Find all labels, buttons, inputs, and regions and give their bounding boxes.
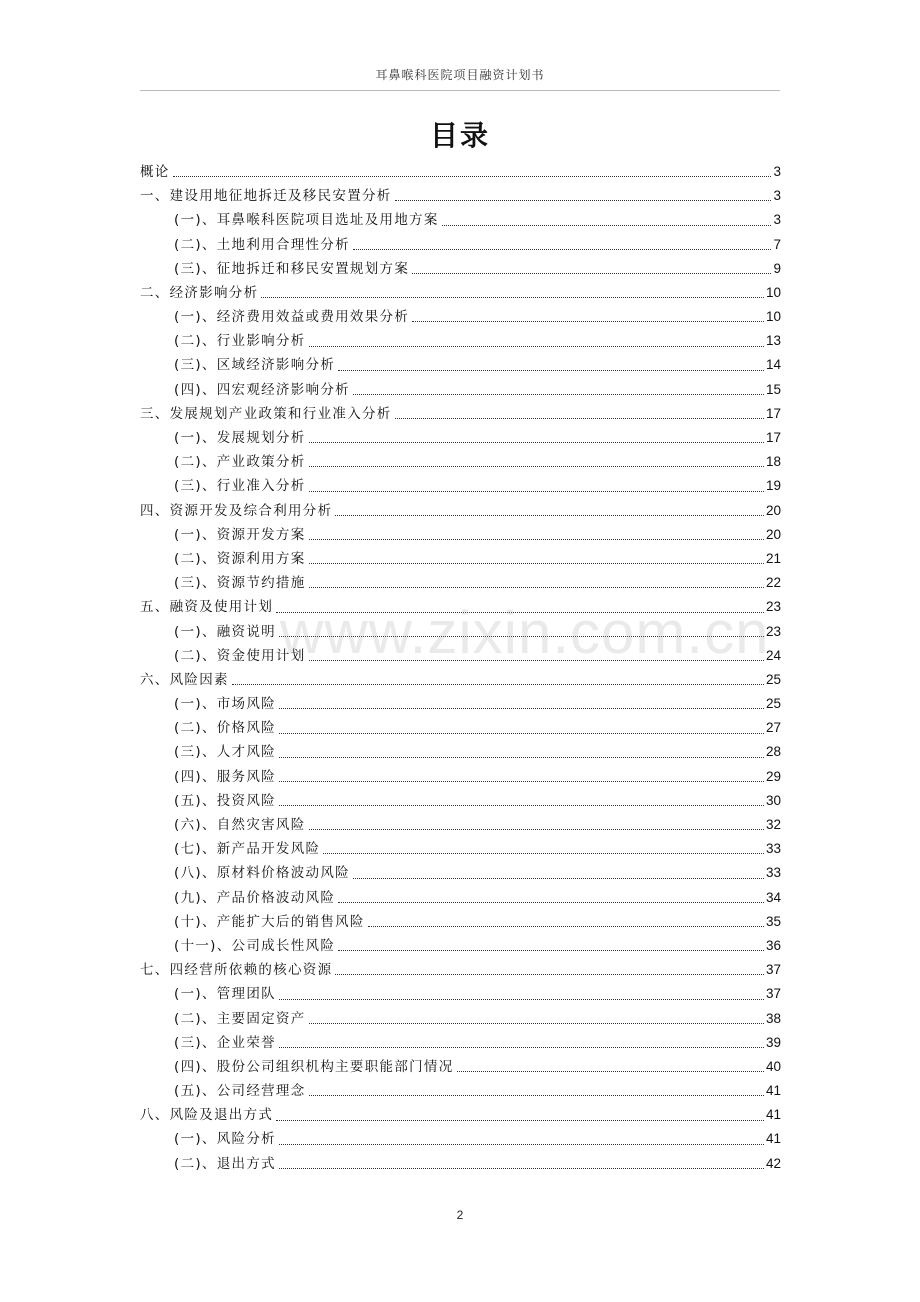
- toc-entry-page[interactable]: 23: [765, 599, 781, 615]
- toc-entry-page[interactable]: 3: [773, 163, 781, 179]
- toc-dot-leader: [276, 1120, 764, 1121]
- toc-dot-leader: [279, 708, 764, 709]
- toc-entry-label[interactable]: (三)、区域经济影响分析: [174, 357, 336, 374]
- toc-entry-page[interactable]: 17: [765, 430, 781, 446]
- toc-dot-leader: [261, 297, 764, 298]
- toc-dot-leader: [338, 902, 764, 903]
- toc-dot-leader: [279, 1144, 764, 1145]
- toc-dot-leader: [232, 684, 764, 685]
- toc-entry-page[interactable]: 24: [765, 647, 781, 663]
- toc-entry-label[interactable]: (二)、价格风险: [174, 720, 276, 737]
- toc-entry[interactable]: [140, 1103, 781, 1127]
- toc-entry-page[interactable]: 25: [765, 696, 781, 712]
- page-title: 目录: [429, 119, 490, 152]
- toc-entry-page[interactable]: 37: [765, 962, 781, 978]
- toc-dot-leader: [279, 999, 764, 1000]
- toc-dot-leader: [335, 515, 764, 516]
- toc-dot-leader: [309, 563, 764, 564]
- running-header: 耳鼻喉科医院项目融资计划书: [375, 68, 545, 82]
- page-number: 2: [456, 1208, 464, 1222]
- toc-entry-label[interactable]: (一)、市场风险: [174, 696, 276, 713]
- toc-entry[interactable]: [140, 1007, 781, 1031]
- toc-dot-leader: [442, 225, 772, 226]
- toc-entry[interactable]: [140, 644, 781, 668]
- toc-entry-page[interactable]: 27: [765, 720, 781, 736]
- toc-entry-label[interactable]: 四、资源开发及综合利用分析: [140, 502, 333, 519]
- toc-entry-page[interactable]: 9: [773, 260, 781, 276]
- toc-entry[interactable]: [140, 257, 781, 281]
- toc-entry-page[interactable]: 10: [765, 284, 781, 300]
- toc-entry[interactable]: [140, 741, 781, 765]
- toc-entry-page[interactable]: 17: [765, 405, 781, 421]
- toc-dot-leader: [279, 781, 764, 782]
- toc-entry[interactable]: [140, 354, 781, 378]
- toc-entry-page[interactable]: 33: [765, 865, 781, 881]
- toc-entry[interactable]: [140, 958, 781, 982]
- toc-entry-page[interactable]: 36: [765, 937, 781, 953]
- toc-entry[interactable]: [140, 692, 781, 716]
- toc-dot-leader: [309, 466, 764, 467]
- toc-entry-page[interactable]: 25: [765, 671, 781, 687]
- toc-entry-page[interactable]: 10: [765, 309, 781, 325]
- toc-entry[interactable]: [140, 523, 781, 547]
- toc-entry-label[interactable]: (三)、人才风险: [174, 744, 276, 761]
- toc-dot-leader: [353, 878, 764, 879]
- toc-entry-page[interactable]: 7: [773, 236, 781, 252]
- toc-dot-leader: [412, 321, 764, 322]
- toc-entry-page[interactable]: 41: [765, 1131, 781, 1147]
- table-of-contents: [140, 160, 781, 1176]
- toc-entry[interactable]: [140, 426, 781, 450]
- toc-entry[interactable]: [140, 450, 781, 474]
- toc-entry-page[interactable]: 42: [765, 1155, 781, 1171]
- toc-entry-label[interactable]: (一)、耳鼻喉科医院项目选址及用地方案: [174, 212, 439, 229]
- toc-entry-page[interactable]: 37: [765, 986, 781, 1002]
- toc-entry[interactable]: [140, 595, 781, 619]
- toc-entry[interactable]: [140, 934, 781, 958]
- toc-entry[interactable]: [140, 329, 781, 353]
- toc-entry-page[interactable]: 3: [773, 212, 781, 228]
- toc-entry[interactable]: [140, 1128, 781, 1152]
- toc-entry-page[interactable]: 40: [765, 1058, 781, 1074]
- toc-entry-label[interactable]: (十)、产能扩大后的销售风险: [174, 913, 365, 930]
- toc-entry[interactable]: [140, 1031, 781, 1055]
- toc-entry-label[interactable]: (一)、融资说明: [174, 623, 276, 640]
- toc-entry[interactable]: [140, 474, 781, 498]
- toc-entry-label[interactable]: (一)、发展规划分析: [174, 430, 306, 447]
- toc-entry-page[interactable]: 22: [765, 575, 781, 591]
- toc-dot-leader: [395, 418, 764, 419]
- toc-entry-label[interactable]: (四)、四宏观经济影响分析: [174, 381, 350, 398]
- toc-entry-label[interactable]: 六、风险因素: [140, 671, 229, 688]
- toc-entry-page[interactable]: 13: [765, 333, 781, 349]
- toc-entry-label[interactable]: (三)、资源节约措施: [174, 575, 306, 592]
- toc-entry-label[interactable]: (二)、产业政策分析: [174, 454, 306, 471]
- toc-dot-leader: [309, 1023, 764, 1024]
- toc-entry[interactable]: [140, 668, 781, 692]
- toc-dot-leader: [279, 757, 764, 758]
- toc-entry[interactable]: [140, 1152, 781, 1176]
- toc-entry-label[interactable]: (三)、企业荣誉: [174, 1034, 276, 1051]
- toc-entry-label[interactable]: 一、建设用地征地拆迁及移民安置分析: [140, 188, 392, 205]
- toc-dot-leader: [457, 1071, 764, 1072]
- toc-dot-leader: [309, 1095, 764, 1096]
- toc-dot-leader: [279, 733, 764, 734]
- toc-entry-page[interactable]: 39: [765, 1034, 781, 1050]
- toc-dot-leader: [309, 346, 764, 347]
- toc-entry-label[interactable]: (八)、原材料价格波动风险: [174, 865, 350, 882]
- toc-entry-page[interactable]: 41: [765, 1107, 781, 1123]
- toc-entry-label[interactable]: (五)、公司经营理念: [174, 1083, 306, 1100]
- toc-dot-leader: [279, 636, 764, 637]
- toc-entry-label[interactable]: (一)、风险分析: [174, 1131, 276, 1148]
- toc-entry-label[interactable]: (七)、新产品开发风险: [174, 841, 321, 858]
- toc-entry-page[interactable]: 41: [765, 1083, 781, 1099]
- toc-entry-page[interactable]: 33: [765, 841, 781, 857]
- toc-entry[interactable]: [140, 1055, 781, 1079]
- toc-entry[interactable]: [140, 160, 781, 184]
- watermark: www.zixin.com.cn: [280, 599, 770, 666]
- toc-entry[interactable]: [140, 281, 781, 305]
- toc-entry-page[interactable]: 23: [765, 623, 781, 639]
- toc-entry[interactable]: [140, 184, 781, 208]
- toc-entry[interactable]: [140, 837, 781, 861]
- toc-dot-leader: [368, 926, 764, 927]
- toc-entry[interactable]: [140, 1079, 781, 1103]
- toc-entry-page[interactable]: 35: [765, 913, 781, 929]
- toc-dot-leader: [173, 176, 772, 177]
- toc-dot-leader: [309, 442, 764, 443]
- toc-entry-label[interactable]: 概论: [140, 163, 170, 180]
- toc-entry-label[interactable]: (四)、服务风险: [174, 768, 276, 785]
- toc-dot-leader: [309, 587, 764, 588]
- toc-entry-label[interactable]: (一)、管理团队: [174, 986, 276, 1003]
- toc-dot-leader: [338, 370, 764, 371]
- toc-entry-page[interactable]: 18: [765, 454, 781, 470]
- toc-entry[interactable]: [140, 233, 781, 257]
- toc-entry-page[interactable]: 20: [765, 502, 781, 518]
- toc-dot-leader: [279, 1168, 764, 1169]
- toc-dot-leader: [412, 273, 771, 274]
- header-divider: [140, 90, 780, 91]
- toc-dot-leader: [353, 249, 772, 250]
- toc-entry[interactable]: [140, 789, 781, 813]
- toc-entry-label[interactable]: (五)、投资风险: [174, 792, 276, 809]
- toc-entry-page[interactable]: 38: [765, 1010, 781, 1026]
- toc-entry-page[interactable]: 29: [765, 768, 781, 784]
- toc-entry[interactable]: [140, 208, 781, 232]
- toc-entry-page[interactable]: 30: [765, 792, 781, 808]
- toc-entry-label[interactable]: (三)、行业准入分析: [174, 478, 306, 495]
- toc-dot-leader: [276, 612, 764, 613]
- toc-entry[interactable]: [140, 499, 781, 523]
- toc-entry-label[interactable]: (二)、资源利用方案: [174, 550, 306, 567]
- toc-entry[interactable]: [140, 571, 781, 595]
- toc-entry[interactable]: [140, 378, 781, 402]
- toc-entry-page[interactable]: 19: [765, 478, 781, 494]
- toc-entry-label[interactable]: (四)、股份公司组织机构主要职能部门情况: [174, 1058, 454, 1075]
- toc-entry[interactable]: [140, 910, 781, 934]
- toc-dot-leader: [335, 974, 764, 975]
- toc-entry[interactable]: [140, 305, 781, 329]
- toc-dot-leader: [309, 491, 764, 492]
- toc-entry-label[interactable]: 七、四经营所依赖的核心资源: [140, 962, 333, 979]
- toc-dot-leader: [279, 1047, 764, 1048]
- toc-entry-page[interactable]: 15: [765, 381, 781, 397]
- toc-entry[interactable]: [140, 402, 781, 426]
- toc-entry-page[interactable]: 21: [765, 550, 781, 566]
- toc-entry[interactable]: [140, 886, 781, 910]
- toc-dot-leader: [395, 200, 772, 201]
- toc-entry-label[interactable]: 三、发展规划产业政策和行业准入分析: [140, 405, 392, 422]
- toc-entry-label[interactable]: (二)、行业影响分析: [174, 333, 306, 350]
- toc-entry-label[interactable]: (二)、资金使用计划: [174, 647, 306, 664]
- toc-entry-label[interactable]: (二)、主要固定资产: [174, 1010, 306, 1027]
- toc-entry-label[interactable]: (二)、退出方式: [174, 1155, 276, 1172]
- toc-dot-leader: [353, 394, 764, 395]
- toc-entry-label[interactable]: (十一)、公司成长性风险: [174, 937, 336, 954]
- toc-entry-label[interactable]: 八、风险及退出方式: [140, 1107, 274, 1124]
- toc-entry-label[interactable]: (一)、资源开发方案: [174, 526, 306, 543]
- toc-entry[interactable]: [140, 765, 781, 789]
- toc-dot-leader: [338, 950, 764, 951]
- toc-entry-label[interactable]: 二、经济影响分析: [140, 284, 259, 301]
- toc-entry[interactable]: [140, 716, 781, 740]
- toc-entry-label[interactable]: (一)、经济费用效益或费用效果分析: [174, 309, 410, 326]
- toc-entry-label[interactable]: (六)、自然灾害风险: [174, 817, 306, 834]
- toc-dot-leader: [323, 853, 764, 854]
- toc-entry-page[interactable]: 32: [765, 817, 781, 833]
- toc-entry[interactable]: [140, 982, 781, 1006]
- toc-entry-label[interactable]: (九)、产品价格波动风险: [174, 889, 336, 906]
- toc-entry-page[interactable]: 3: [773, 188, 781, 204]
- toc-dot-leader: [309, 829, 764, 830]
- toc-entry-label[interactable]: 五、融资及使用计划: [140, 599, 274, 616]
- toc-entry-page[interactable]: 20: [765, 526, 781, 542]
- toc-entry[interactable]: [140, 620, 781, 644]
- toc-entry-label[interactable]: (二)、土地利用合理性分析: [174, 236, 350, 253]
- toc-entry-label[interactable]: (三)、征地拆迁和移民安置规划方案: [174, 260, 410, 277]
- toc-entry-page[interactable]: 28: [765, 744, 781, 760]
- toc-entry[interactable]: [140, 813, 781, 837]
- toc-dot-leader: [309, 660, 764, 661]
- toc-entry-page[interactable]: 34: [765, 889, 781, 905]
- toc-entry-page[interactable]: 14: [765, 357, 781, 373]
- toc-entry[interactable]: [140, 547, 781, 571]
- toc-dot-leader: [309, 539, 764, 540]
- toc-dot-leader: [279, 805, 764, 806]
- toc-entry[interactable]: [140, 861, 781, 885]
